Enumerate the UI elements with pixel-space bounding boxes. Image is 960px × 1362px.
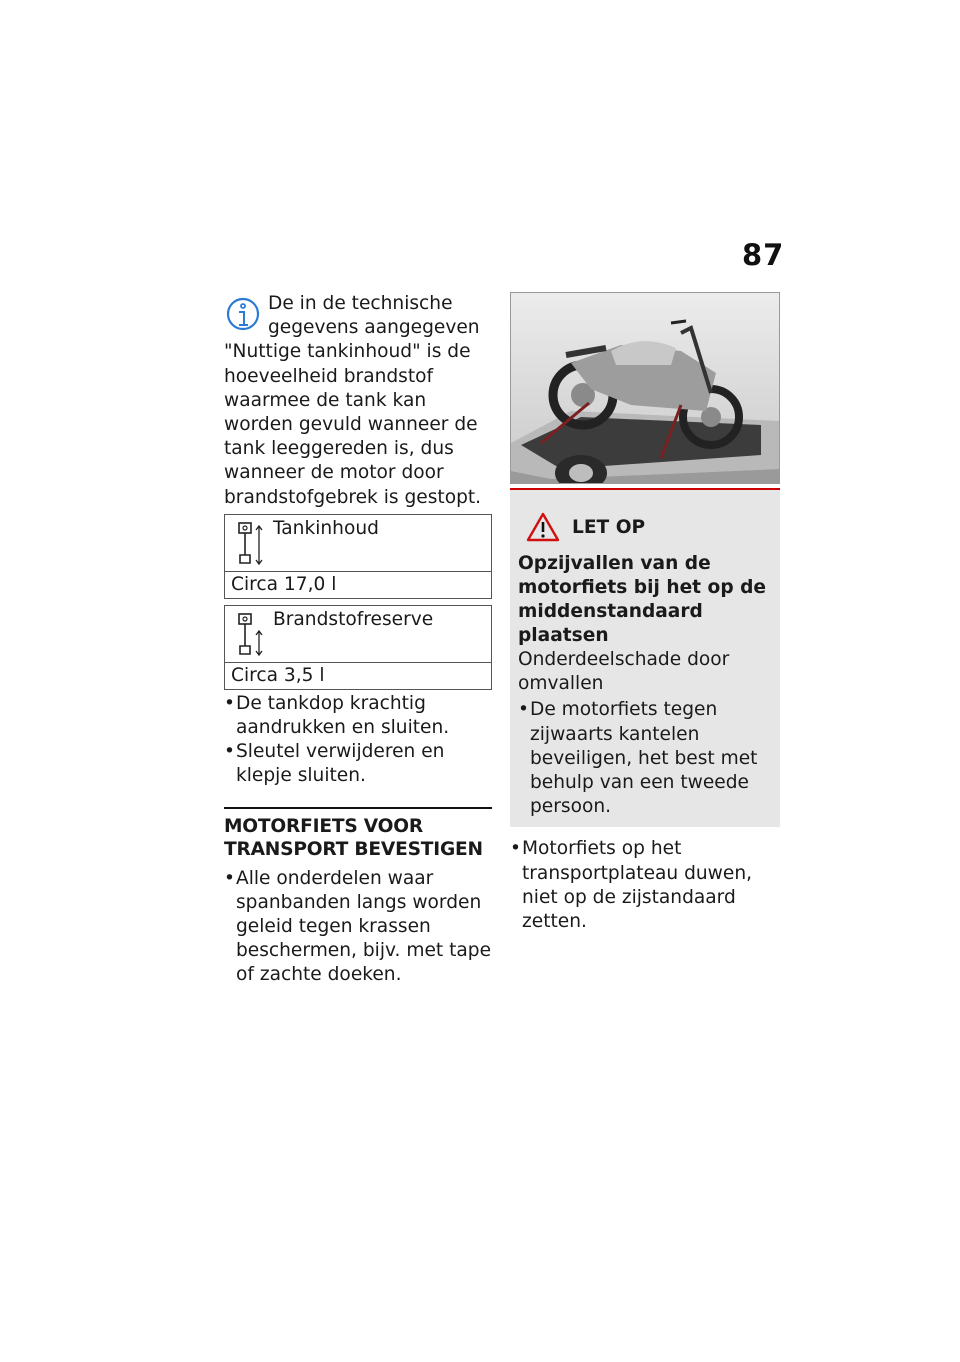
page-number: 87 (742, 238, 785, 272)
left-column (224, 292, 492, 988)
spec-label: Tankinhoud (273, 517, 379, 539)
fuel-level-icon (235, 521, 265, 567)
motorcycle-transport-photo (510, 292, 780, 484)
list-item: • De motorfiets tegen zijwaarts kantelen beveiligen, het best met behulp van een tweede persoon. (518, 698, 772, 819)
steps-list (224, 692, 492, 789)
spec-label: Brandstofreserve (273, 608, 434, 630)
info-icon (224, 294, 266, 336)
section-heading: MOTORFIETS VOOR TRANSPORT BEVESTIGEN (224, 815, 483, 860)
spec-fuel-reserve (224, 605, 492, 690)
warning-label: LET OP (572, 517, 646, 538)
warning-list (518, 698, 772, 819)
list-item: • Motorfiets op het transportplateau duwen, niet op de zijstandaard zetten. (510, 837, 780, 934)
right-column (510, 292, 780, 934)
list-item: • Alle onderdelen waar spanbanden langs worden geleid tegen krassen beschermen, bijv. met tape of zachte doeken. (224, 867, 492, 988)
warning-triangle-icon (526, 512, 560, 542)
spec-value: Circa 3,5 l (231, 664, 325, 686)
spec-tank-capacity (224, 514, 492, 599)
steps-list (224, 867, 492, 988)
info-text: De in de technische gegevens aangegeven "Nuttige tankinhoud" is de hoeveelheid brandstof waarmee de tank kan worden gevuld wanneer de tank leeggereden is, dus wanneer de motor door brandstofgebrek is gestopt. (224, 293, 482, 508)
list-item: • De tankdop krachtig aandrukken en sluiten. (224, 692, 492, 740)
info-note (224, 292, 492, 510)
warning-box (510, 488, 780, 827)
steps-list (510, 837, 780, 934)
warning-text: Onderdeelschade door omvallen (518, 649, 730, 695)
list-item: • Sleutel verwijderen en klepje sluiten. (224, 740, 492, 788)
spec-value: Circa 17,0 l (231, 573, 337, 595)
fuel-level-icon (235, 612, 265, 658)
warning-title: Opzijvallen van de motorfiets bij het op de middenstandaard plaatsen (518, 553, 767, 646)
section-divider (224, 807, 492, 809)
